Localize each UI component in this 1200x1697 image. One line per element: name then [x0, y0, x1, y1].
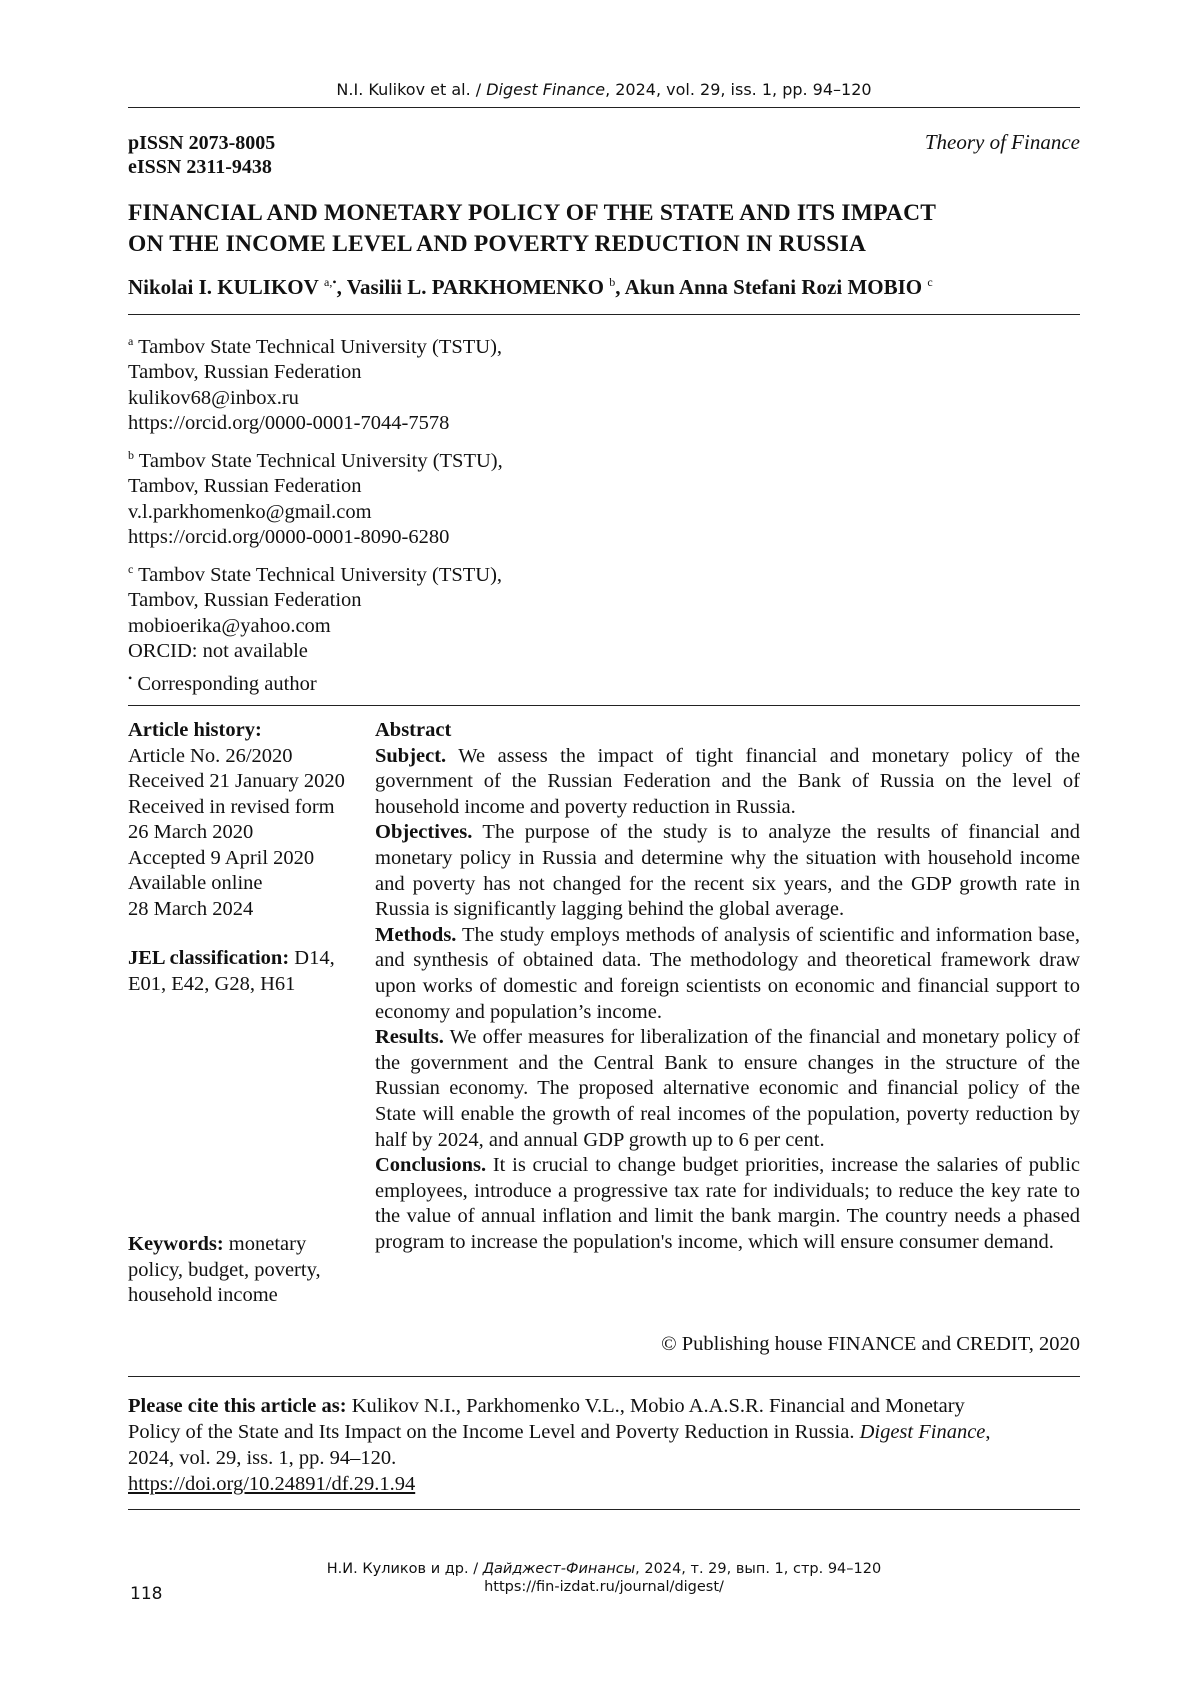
running-head-authors: N.I. Kulikov et al. /: [336, 80, 487, 99]
keywords-label: Keywords:: [128, 1233, 224, 1255]
corresponding-mark: •: [128, 671, 133, 685]
citation-authors: Kulikov N.I., Parkhomenko V.L., Mobio A.A.S.R. Financial and Monetary: [351, 1395, 965, 1417]
affiliation-orcid: ORCID: not available: [128, 640, 308, 663]
running-head-journal: Digest Finance: [486, 80, 606, 99]
abstract-title: Abstract: [375, 719, 452, 741]
abstract-methods: [375, 923, 1080, 1025]
abstract-label: Objectives.: [375, 821, 473, 844]
author-mark: b: [609, 275, 616, 289]
citation-label: Please cite this article as:: [128, 1395, 347, 1417]
history-line: Available online: [128, 872, 263, 894]
author-separator: ,: [615, 275, 625, 299]
affiliation-org: Tambov State Technical University (TSTU),: [138, 449, 503, 472]
header-rule: [128, 107, 1080, 108]
citation-title: Policy of the State and Its Impact on the Income Level and Poverty Reduction in Russia.: [128, 1421, 855, 1443]
section-label: Theory of Finance: [924, 130, 1080, 154]
abstract-subject: [375, 744, 1080, 821]
keywords-line3: household income: [128, 1284, 278, 1306]
citation-bottom-rule: [128, 1509, 1080, 1510]
abstract: [375, 718, 1080, 1255]
running-head-details: , 2024, vol. 29, iss. 1, pp. 94–120: [605, 80, 872, 99]
affiliation-email[interactable]: v.l.parkhomenko@gmail.com: [128, 500, 372, 523]
article-title: [128, 198, 1080, 260]
affiliation-a: [128, 329, 502, 437]
page-number: 118: [130, 1584, 163, 1604]
author-name: Vasilii L. PARKHOMENKO: [346, 275, 604, 299]
abstract-text: It is crucial to change budget priorities, increase the salaries of public employees, introduce a progressive tax rate for individuals; to reduce the key rate to the value of annual inflation and limit the bank margin. The country needs a phased program to increase the population's income, which will ensure consumer demand.: [375, 1154, 1080, 1253]
authors-rule: [128, 314, 1080, 315]
affiliation-mark: c: [128, 562, 134, 576]
abstract-conclusions: [375, 1153, 1080, 1255]
running-head: [128, 80, 1080, 100]
history-line: Accepted 9 April 2020: [128, 846, 315, 869]
affiliation-orcid[interactable]: https://orcid.org/0000-0001-7044-7578: [128, 412, 450, 435]
author-separator: ,: [336, 275, 347, 299]
footer-authors: Н.И. Куликов и др. /: [326, 1561, 483, 1577]
abstract-label: Subject.: [375, 744, 447, 767]
jel-label: JEL classification:: [128, 947, 290, 969]
page-footer: [128, 1560, 1080, 1596]
article-history: [128, 718, 368, 922]
history-line: Article No. 26/2020: [128, 744, 293, 767]
affiliation-city: Tambov, Russian Federation: [128, 589, 362, 612]
jel-codes: D14,: [294, 947, 335, 969]
keywords-text: monetary: [228, 1233, 307, 1255]
doi-link[interactable]: https://doi.org/10.24891/df.29.1.94: [128, 1473, 416, 1495]
history-line: Received 21 January 2020: [128, 770, 345, 792]
keywords-line2: policy, budget, poverty,: [128, 1258, 321, 1281]
corresponding-author-note: [128, 671, 317, 696]
footer-journal: Дайджест-Финансы: [482, 1561, 636, 1577]
issn-block: [128, 131, 275, 179]
citation-block: Please cite this article as: Kulikov N.I., Parkhomenko V.L., Mobio A.A.S.R. Financial and Monetary Policy of the State and Its Impact on the Income Level and Poverty Reduction in Russia. Digest Finance, 2024, vol. 29, iss. 1, pp. 94–120. https://doi.org/10.24891/df.29.1.94: [128, 1393, 1080, 1497]
abstract-text: We offer measures for liberalization of the financial and monetary policy of the government and the Central Bank to ensure changes in the structure of the Russian economy. The proposed alternative economic and financial policy of the State will enable the growth of real incomes of the population, poverty reduction by half by 2024, and annual GDP growth up to 6 per cent.: [375, 1026, 1080, 1151]
affiliation-mark: a: [128, 334, 134, 348]
author-list: [128, 275, 933, 300]
title-line-2: ON THE INCOME LEVEL AND POVERTY REDUCTION IN RUSSIA: [128, 231, 866, 257]
abstract-label: Conclusions.: [375, 1154, 487, 1177]
abstract-text: The study employs methods of analysis of scientific and information base, and synthesis of obtained data. The methodology and theoretical framework draw upon works of domestic and foreign scientists on economic and financial support to economy and population’s income.: [375, 923, 1080, 1023]
author-name: Akun Anna Stefani Rozi MOBIO: [624, 275, 923, 299]
affiliation-c: [128, 557, 502, 665]
abstract-objectives: [375, 820, 1080, 922]
affiliation-city: Tambov, Russian Federation: [128, 475, 362, 498]
affiliation-email[interactable]: mobioerika@yahoo.com: [128, 614, 331, 637]
citation-top-rule: [128, 1376, 1080, 1377]
keywords: [128, 1232, 360, 1309]
abstract-text: We assess the impact of tight financial and monetary policy of the government of the Russian Federation and the Bank of Russia on the level of household income and poverty reduction in Russia.: [375, 744, 1080, 818]
affiliation-orcid[interactable]: https://orcid.org/0000-0001-8090-6280: [128, 526, 450, 549]
corresponding-text: Corresponding author: [137, 672, 317, 695]
history-line: 28 March 2024: [128, 897, 254, 920]
footer-details: , 2024, т. 29, вып. 1, стр. 94–120: [635, 1561, 882, 1577]
abstract-label: Methods.: [375, 923, 457, 946]
citation-details: 2024, vol. 29, iss. 1, pp. 94–120.: [128, 1447, 397, 1469]
copyright-notice: © Publishing house FINANCE and CREDIT, 2020: [661, 1333, 1080, 1355]
affiliation-org: Tambov State Technical University (TSTU),: [138, 563, 503, 586]
jel-codes-line2: E01, E42, G28, H61: [128, 972, 296, 995]
abstract-results: [375, 1025, 1080, 1153]
affiliation-city: Tambov, Russian Federation: [128, 361, 362, 384]
author-name: Nikolai I. KULIKOV: [128, 275, 319, 299]
abstract-label: Results.: [375, 1026, 444, 1049]
affiliation-mark: b: [128, 448, 134, 462]
footer-url[interactable]: https://fin-izdat.ru/journal/digest/: [484, 1579, 724, 1595]
history-line: Received in revised form: [128, 795, 335, 818]
jel-classification: [128, 946, 360, 997]
abstract-text: The purpose of the study is to analyze the results of financial and monetary policy in Russia and determine why the situation with household income and poverty has not changed for the recent six years, and the GDP growth rate in Russia is significantly lagging behind the global average.: [375, 821, 1080, 921]
title-line-1: FINANCIAL AND MONETARY POLICY OF THE STATE AND ITS IMPACT: [128, 200, 937, 226]
affiliation-email[interactable]: kulikov68@inbox.ru: [128, 386, 299, 409]
author-mark: a,•: [324, 275, 337, 289]
history-line: 26 March 2020: [128, 821, 254, 843]
pissn: pISSN 2073-8005: [128, 132, 276, 154]
affiliations-rule: [128, 705, 1080, 706]
history-title: Article history:: [128, 719, 262, 741]
affiliation-org: Tambov State Technical University (TSTU),: [138, 335, 503, 358]
eissn: eISSN 2311-9438: [128, 156, 272, 178]
affiliation-b: [128, 443, 503, 551]
author-mark: c: [927, 275, 933, 289]
citation-journal: Digest Finance: [859, 1421, 986, 1443]
